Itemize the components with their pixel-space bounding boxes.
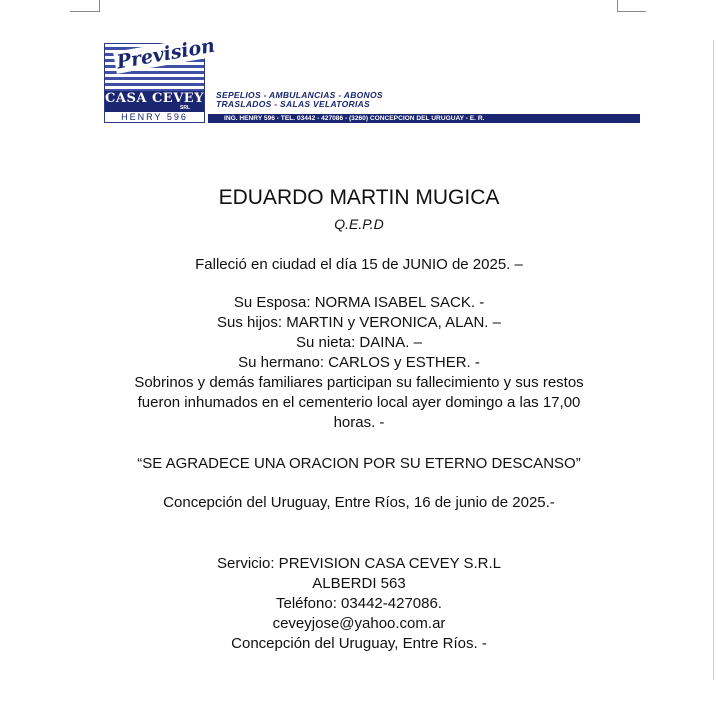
logo-script-text: Prevision bbox=[115, 34, 217, 74]
family-line: Su hermano: CARLOS y ESTHER. - bbox=[238, 354, 480, 371]
family-line: Sus hijos: MARTIN y VERONICA, ALAN. – bbox=[217, 314, 501, 331]
crop-mark-top-right-horizontal bbox=[617, 11, 646, 12]
family-line: Su Esposa: NORMA ISABEL SACK. - bbox=[233, 294, 485, 311]
deceased-name: EDUARDO MARTIN MUGICA bbox=[218, 186, 500, 209]
logo-srl: SRL bbox=[180, 105, 190, 111]
service-line: ALBERDI 563 bbox=[312, 575, 406, 592]
service-line: Teléfono: 03442-427086. bbox=[276, 595, 442, 612]
family-line: Sobrinos y demás familiares participan su fallecimiento y sus restos bbox=[134, 374, 584, 391]
death-announcement: Falleció en ciudad el día 15 de JUNIO de 2025. – bbox=[195, 256, 523, 273]
company-logo bbox=[104, 34, 217, 123]
letterhead-contact-bar: ING. HENRY 596 - TEL. 03442 - 427086 - (3260) CONCEPCION DEL URUGUAY - E. R. bbox=[208, 114, 640, 123]
services-line-2: TRASLADOS - SALAS VELATORIAS bbox=[216, 99, 371, 109]
place-and-date: Concepción del Uruguay, Entre Ríos, 16 de junio de 2025.- bbox=[163, 494, 555, 511]
family-line: Su nieta: DAINA. – bbox=[296, 334, 422, 351]
service-email: ceveyjose@yahoo.com.ar bbox=[272, 615, 446, 632]
service-line: Concepción del Uruguay, Entre Ríos. - bbox=[231, 635, 487, 652]
prayer-request: “SE AGRADECE UNA ORACION POR SU ETERNO DESCANSO” bbox=[137, 455, 581, 472]
family-line: horas. - bbox=[333, 414, 385, 431]
services-line-1: SEPELIOS - AMBULANCIAS - ABONOS bbox=[216, 90, 383, 100]
crop-mark-top-left-horizontal bbox=[70, 11, 100, 12]
letterhead-services bbox=[216, 91, 383, 109]
logo-company-name: CASA CEVEY bbox=[105, 91, 204, 106]
qepd-text: Q.E.P.D bbox=[334, 216, 384, 232]
logo-address: HENRY 596 bbox=[121, 112, 188, 122]
family-line: fueron inhumados en el cementerio local ayer domingo a las 17,00 bbox=[137, 394, 581, 411]
service-line: Servicio: PREVISION CASA CEVEY S.R.L bbox=[217, 555, 501, 572]
